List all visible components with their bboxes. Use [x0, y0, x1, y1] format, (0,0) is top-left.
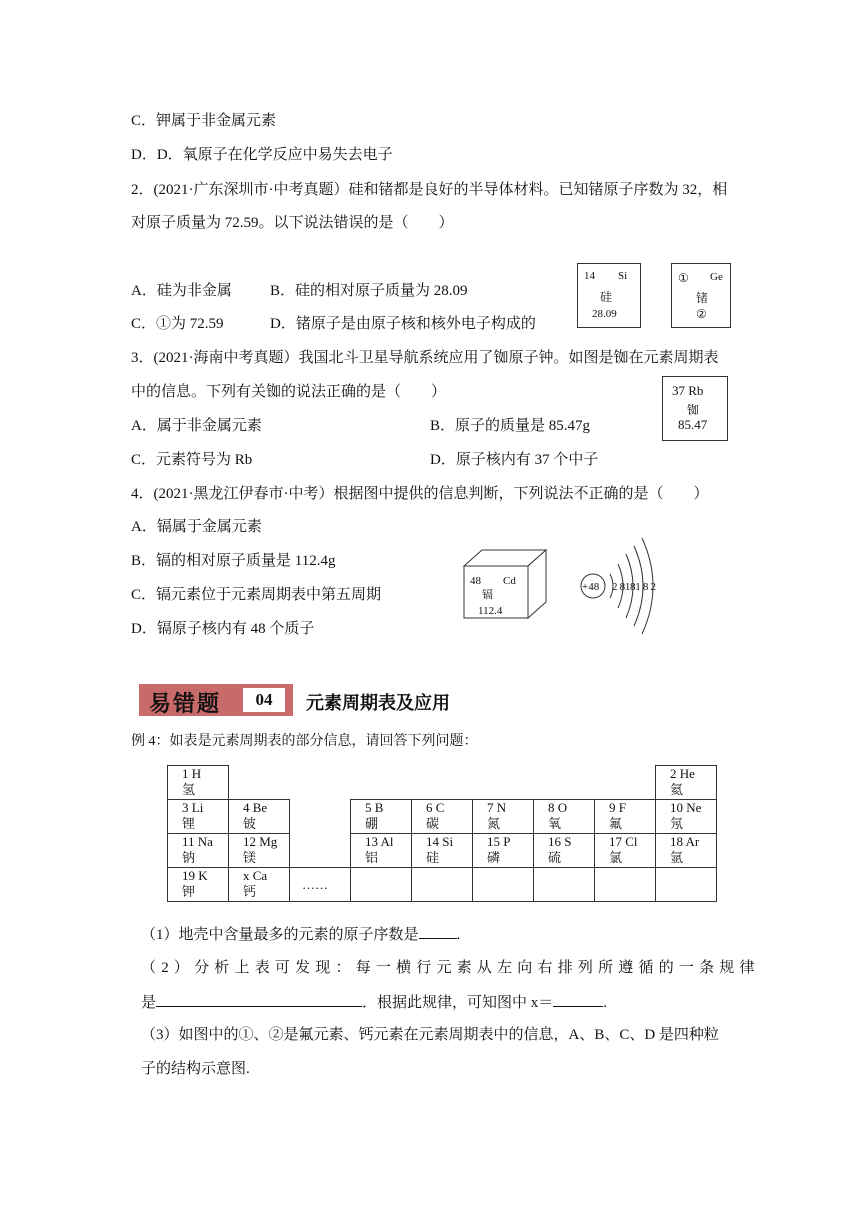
cell-be: 4 Be 铍 — [229, 800, 290, 834]
ge-name: 锗 — [696, 291, 709, 305]
option-d-text: D．D．氧原子在化学反应中易失去电子 — [131, 147, 393, 163]
q2-option-a: A．硅为非金属 — [131, 283, 232, 299]
si-name: 硅 — [600, 290, 613, 304]
cd-number: 48 — [470, 575, 481, 587]
rb-number-symbol: 37 Rb — [672, 383, 704, 398]
cell-ellipsis: …… — [290, 868, 351, 902]
si-number: 14 — [584, 270, 595, 282]
cell-n: 7 N 氮 — [473, 800, 534, 834]
cell-c: 6 C 碳 — [412, 800, 473, 834]
germanium-element-card — [671, 263, 731, 328]
question-2-line1: 2．(2021·广东深圳市·中考真题）硅和锗都是良好的半导体材料。已知锗原子序数为 32，相 — [131, 182, 728, 198]
q2-option-b: B．硅的相对原子质量为 28.09 — [270, 283, 468, 299]
example-question-1: （1）地壳中含量最多的元素的原子序数是 . — [141, 924, 460, 945]
atom-shell-electrons: 2 8181 8 2 — [612, 581, 656, 593]
cell-ar: 18 Ar 氩 — [656, 834, 717, 868]
example-question-3b: 子的结构示意图. — [141, 1061, 250, 1077]
rb-mass: 85.47 — [678, 417, 708, 432]
q3-option-a: A．属于非金属元素 — [131, 418, 262, 434]
q2-option-c: C．①为 72.59 — [131, 316, 224, 332]
q2-option-d: D．锗原子是由原子核和核外电子构成的 — [270, 316, 536, 332]
question-2-line2: 对原子质量为 72.59。以下说法错误的是（ ） — [131, 215, 454, 231]
cell-na: 11 Na 钠 — [168, 834, 229, 868]
rb-name: 铷 — [687, 403, 700, 417]
banner-label: 易错题 — [149, 691, 222, 717]
cell-li: 3 Li 锂 — [168, 800, 229, 834]
cd-symbol: Cd — [503, 575, 516, 587]
q3-option-d: D．原子核内有 37 个中子 — [430, 452, 599, 468]
cell-k: 19 K 钾 — [168, 868, 229, 902]
cell-ne: 10 Ne 氖 — [656, 800, 717, 834]
cell-cl: 17 Cl 氯 — [595, 834, 656, 868]
si-mass: 28.09 — [592, 308, 617, 320]
question-3-line2: 中的信息。下列有关铷的说法正确的是（ ） — [131, 384, 447, 400]
cell-f: 9 F 氟 — [595, 800, 656, 834]
question-4-line1: 4．(2021·黑龙江伊春市·中考）根据图中提供的信息判断，下列说法不正确的是（ ） — [131, 486, 709, 502]
q3-option-b: B．原子的质量是 85.47g — [430, 418, 591, 434]
q4-option-a: A．镉属于金属元素 — [131, 519, 262, 535]
answer-blank-2[interactable] — [156, 992, 362, 1007]
rubidium-element-card — [662, 376, 728, 441]
atom-nucleus-charge: +48 — [582, 581, 600, 593]
ge-number: ① — [678, 271, 689, 285]
cell-he: 2 He 氦 — [656, 766, 717, 800]
section-title: 元素周期表及应用 — [306, 693, 450, 714]
answer-blank-1[interactable] — [419, 924, 457, 939]
cd-mass: 112.4 — [478, 605, 503, 617]
section-banner — [139, 684, 293, 716]
question-3-line1: 3．(2021·海南中考真题）我国北斗卫星导航系统应用了铷原子钟。如图是铷在元素周期表 — [131, 350, 719, 366]
cd-name: 镉 — [482, 589, 493, 601]
q4-option-b: B．镉的相对原子质量是 112.4g — [131, 553, 336, 569]
example-question-2b: 是 ．根据此规律，可知图中 x＝ . — [141, 992, 607, 1013]
q3-option-c: C．元素符号为 Rb — [131, 452, 253, 468]
option-c-text: C．钾属于非金属元素 — [131, 113, 277, 129]
cell-ca: x Ca 钙 — [229, 868, 290, 902]
cell-h: 1 H 氢 — [168, 766, 229, 800]
cell-si: 14 Si 硅 — [412, 834, 473, 868]
si-symbol: Si — [618, 270, 628, 282]
silicon-element-card — [577, 263, 641, 328]
periodic-table-excerpt — [167, 765, 717, 902]
ge-symbol: Ge — [710, 271, 723, 283]
q4-option-d: D．镉原子核内有 48 个质子 — [131, 621, 315, 637]
cell-al: 13 Al 铝 — [351, 834, 412, 868]
example-question-2a: （2）分析上表可发现：每一横行元素从左向右排列所遵循的一条规律 — [141, 960, 760, 976]
ge-mass: ② — [696, 307, 707, 321]
cell-b: 5 B 硼 — [351, 800, 412, 834]
banner-number: 04 — [243, 688, 285, 712]
cell-p: 15 P 磷 — [473, 834, 534, 868]
answer-blank-3[interactable] — [553, 992, 603, 1007]
cell-o: 8 O 氧 — [534, 800, 595, 834]
cell-mg: 12 Mg 镁 — [229, 834, 290, 868]
cell-s: 16 S 硫 — [534, 834, 595, 868]
example-intro: 例 4：如表是元素周期表的部分信息，请回答下列问题： — [131, 734, 478, 749]
example-question-3a: （3）如图中的①、②是氟元素、钙元素在元素周期表中的信息，A、B、C、D 是四种粒 — [141, 1027, 719, 1043]
q4-option-c: C．镉元素位于元素周期表中第五周期 — [131, 587, 382, 603]
